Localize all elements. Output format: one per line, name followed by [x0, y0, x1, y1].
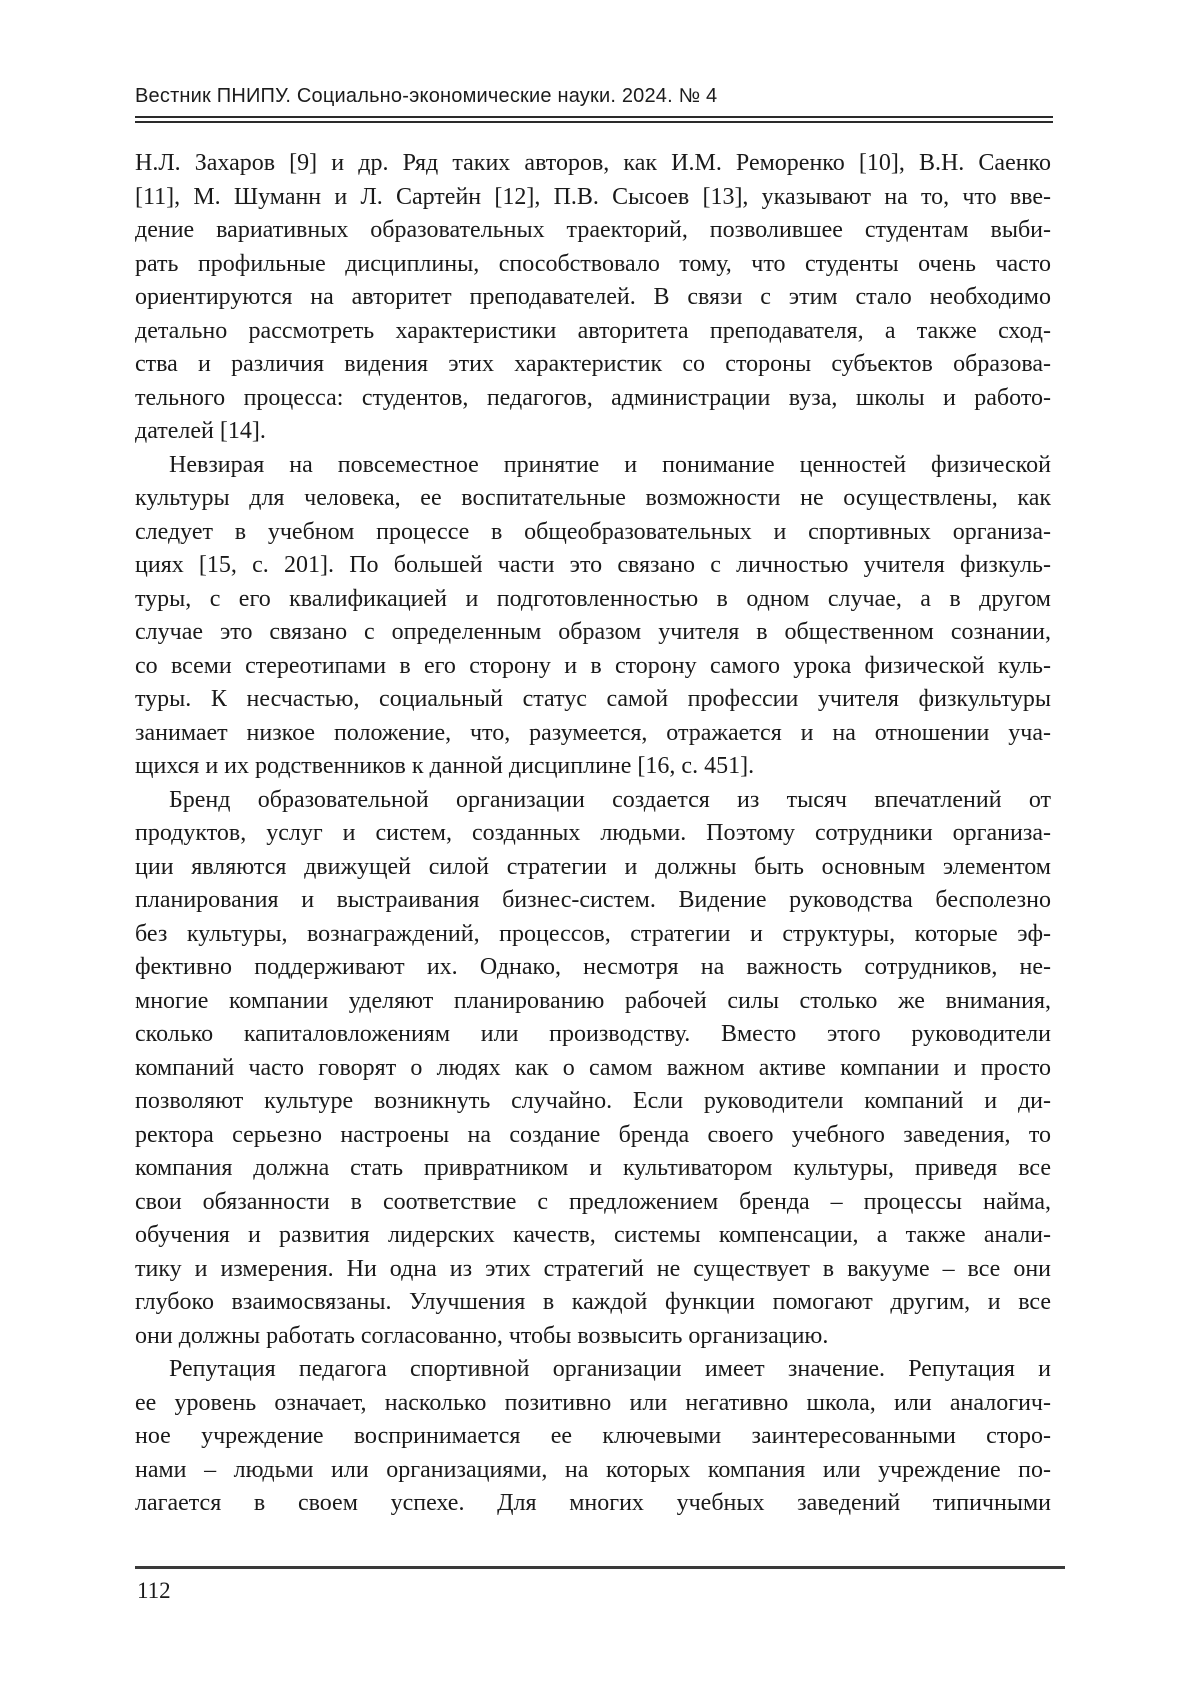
text-line: туры, с его квалификацией и подготовленностью в одном случае, а в другом — [135, 585, 1051, 612]
page-number: 112 — [137, 1578, 171, 1603]
text-line: ства и различия видения этих характеристик со стороны субъектов образова- — [135, 351, 1051, 377]
text-line: свои обязанности в соответствие с предложением бренда – процессы найма, — [135, 1188, 1051, 1215]
text-line: щихся и их родственников к данной дисциплине [16, с. 451]. — [135, 753, 755, 779]
text-line: Бренд образовательной организации создается из тысяч впечатлений от — [169, 786, 1051, 813]
text-line: Репутация педагога спортивной организации имеет значение. Репутация и — [169, 1356, 1051, 1382]
running-header: Вестник ПНИПУ. Социально-экономические науки. 2024. № 4 — [135, 85, 718, 107]
text-line: рать профильные дисциплины, способствовало тому, что студенты очень часто — [135, 250, 1051, 277]
text-line: ее уровень означает, насколько позитивно или негативно школа, или аналогич- — [135, 1389, 1051, 1416]
paragraph — [135, 449, 1051, 784]
text-line: лагается в своем успехе. Для многих учебных заведений типичными — [135, 1490, 1051, 1516]
text-line: циях [15, с. 201]. По большей части это связано с личностью учителя физкуль- — [135, 552, 1051, 578]
text-line: дателей [14]. — [135, 418, 266, 444]
text-line: компаний часто говорят о людях как о самом важном активе компании и просто — [135, 1054, 1051, 1081]
text-line: позволяют культуре возникнуть случайно. Если руководители компаний и ди- — [135, 1088, 1051, 1114]
text-line: ции являются движущей силой стратегии и должны быть основным элементом — [135, 853, 1051, 880]
text-line: Н.Л. Захаров [9] и др. Ряд таких авторов, как И.М. Реморенко [10], В.Н. Саенко — [135, 150, 1051, 176]
text-line: глубоко взаимосвязаны. Улучшения в каждой функции помогают другим, и все — [135, 1289, 1051, 1315]
text-line: они должны работать согласованно, чтобы возвысить организацию. — [135, 1322, 829, 1349]
text-line: дение вариативных образовательных траекторий, позволившее студентам выби- — [135, 217, 1051, 243]
text-line: следует в учебном процессе в общеобразовательных и спортивных организа- — [135, 518, 1051, 545]
text-line: многие компании уделяют планированию рабочей силы столько же внимания, — [135, 987, 1051, 1014]
text-line: случае это связано с определенным образом учителя в общественном сознании, — [135, 619, 1051, 645]
text-line: тельного процесса: студентов, педагогов, администрации вуза, школы и работо- — [135, 384, 1051, 411]
text-line: продуктов, услуг и систем, созданных людьми. Поэтому сотрудники организа- — [135, 820, 1051, 846]
text-line: фективно поддерживают их. Однако, несмотря на важность сотрудников, не- — [135, 954, 1051, 980]
text-line: [11], М. Шуманн и Л. Сартейн [12], П.В. Сысоев [13], указывают на то, что вве- — [135, 183, 1051, 210]
text-line: туры. К несчастью, социальный статус самой профессии учителя физкультуры — [135, 686, 1051, 712]
footer-rule — [135, 1566, 1065, 1569]
text-line: культуры для человека, ее воспитательные возможности не осуществлены, как — [135, 485, 1051, 511]
paragraph — [135, 147, 1051, 449]
text-line: занимает низкое положение, что, разумеется, отражается и на отношении уча- — [135, 719, 1051, 746]
text-line: тику и измерения. Ни одна из этих стратегий не существует в вакууме – все они — [135, 1255, 1051, 1282]
text-line: Невзирая на повсеместное принятие и понимание ценностей физической — [169, 451, 1051, 478]
paragraph — [135, 1353, 1051, 1521]
paragraph — [135, 784, 1051, 1354]
text-line: ректора серьезно настроены на создание бренда своего учебного заведения, то — [135, 1121, 1051, 1148]
text-line: со всеми стереотипами в его сторону и в сторону самого урока физической куль- — [135, 652, 1051, 679]
text-line: нами – людьми или организациями, на которых компания или учреждение по- — [135, 1456, 1051, 1483]
text-line: детально рассмотреть характеристики авторитета преподавателя, а также сход- — [135, 317, 1051, 344]
text-line: без культуры, вознаграждений, процессов, стратегии и структуры, которые эф- — [135, 920, 1051, 947]
text-line: ное учреждение воспринимается ее ключевыми заинтересованными сторо- — [135, 1423, 1051, 1449]
text-line: сколько капиталовложениям или производству. Вместо этого руководители — [135, 1021, 1051, 1047]
header-double-rule — [135, 116, 1053, 123]
body-text — [135, 147, 1051, 1521]
text-line: обучения и развития лидерских качеств, системы компенсации, а также анали- — [135, 1222, 1051, 1248]
text-line: планирования и выстраивания бизнес-систем. Видение руководства бесполезно — [135, 887, 1051, 913]
text-line: компания должна стать привратником и культиватором культуры, приведя все — [135, 1155, 1051, 1181]
text-line: ориентируются на авторитет преподавателей. В связи с этим стало необходимо — [135, 284, 1051, 310]
